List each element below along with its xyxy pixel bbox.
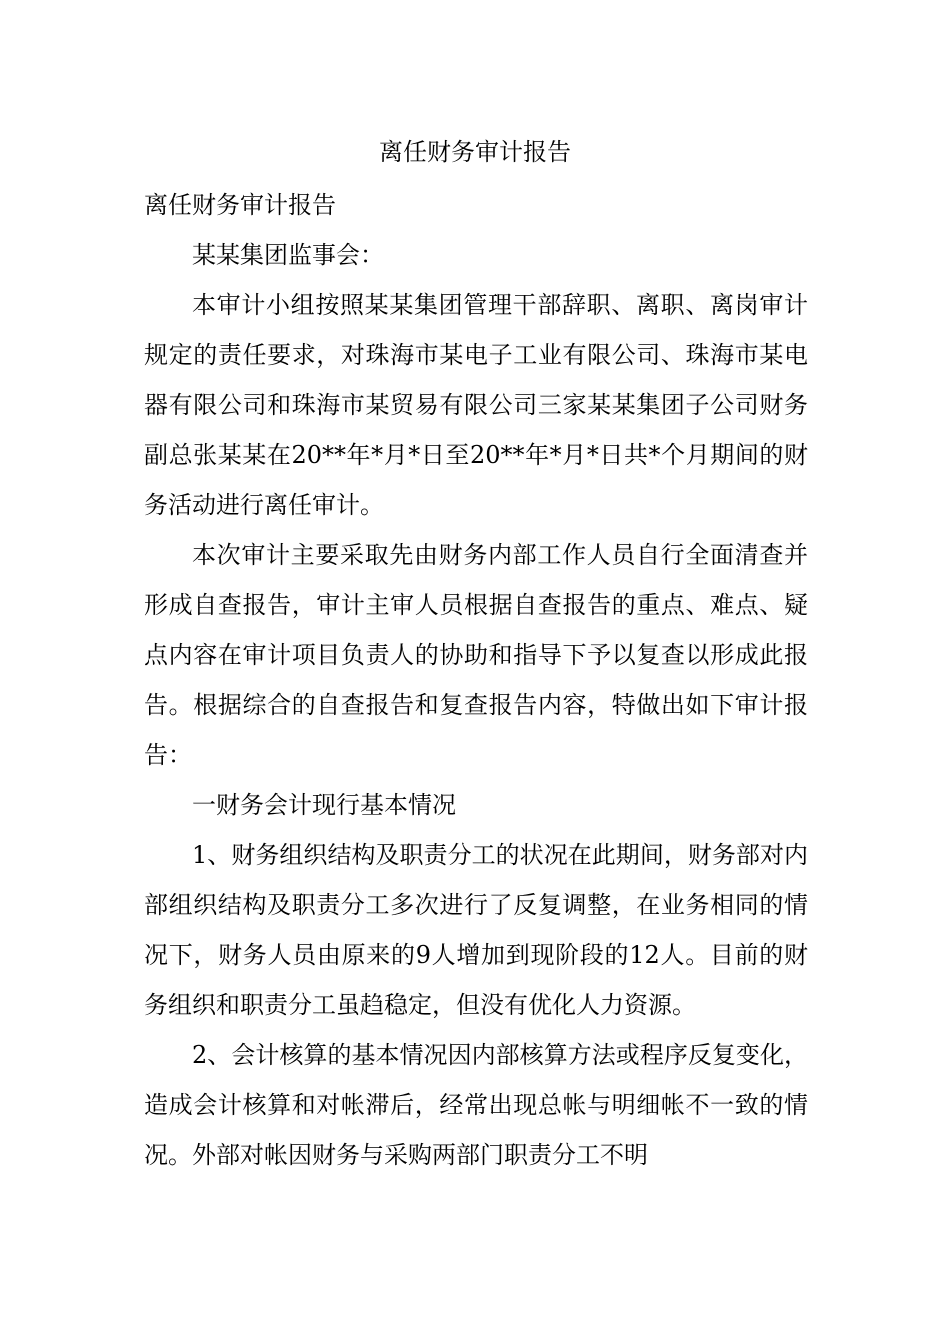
body-paragraph-2: 本次审计主要采取先由财务内部工作人员自行全面清查并形成自查报告，审计主审人员根据自查报告的重点、难点、疑点内容在审计项目负责人的协助和指导下予以复查以形成此报告。根据综合的自查报告和复查报告内容，特做出如下审计报告： [144, 541, 808, 769]
list-item-1: 1、财务组织结构及职责分工的状况在此期间，财务部对内部组织结构及职责分工多次进行了反复调整，在业务相同的情况下，财务人员由原来的9人增加到现阶段的12人。目前的财务组织和职责分工虽趋稳定，但没有优化人力资源。 [144, 841, 808, 1019]
subtitle-paragraph: 离任财务审计报告 [144, 191, 336, 219]
salutation-paragraph: 某某集团监事会： [192, 241, 384, 269]
body-paragraph-1: 本审计小组按照某某集团管理干部辞职、离职、离岗审计规定的责任要求，对珠海市某电子工业有限公司、珠海市某电器有限公司和珠海市某贸易有限公司三家某某集团子公司财务副总张某某在20**年*月*日至20**年*月*日共*个月期间的财务活动进行离任审计。 [144, 291, 808, 519]
section-heading-1: 一财务会计现行基本情况 [192, 791, 456, 819]
document-title: 离任财务审计报告 [379, 138, 571, 166]
list-item-2: 2、会计核算的基本情况因内部核算方法或程序反复变化，造成会计核算和对帐滞后，经常出现总帐与明细帐不一致的情况。外部对帐因财务与采购两部门职责分工不明 [144, 1041, 808, 1169]
document-body [144, 180, 808, 1180]
